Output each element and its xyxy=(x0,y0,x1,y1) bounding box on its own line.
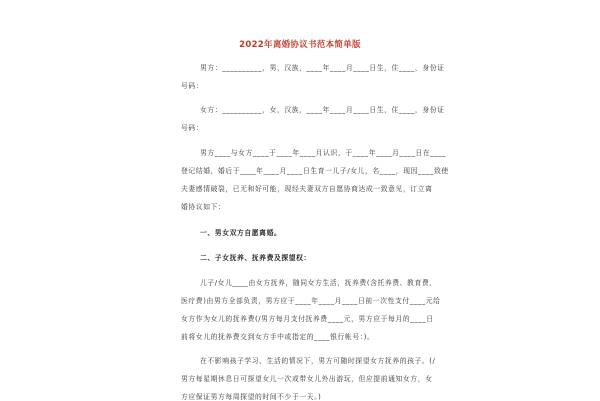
paragraph-line: 号码： xyxy=(181,82,204,90)
paragraph-line: 在不影响孩子学习、生活的情况下，男方可随时探望女方抚养的孩子。(/ xyxy=(200,357,436,365)
paragraph-line: 儿子/女儿____由女方抚养，随同女方生活，抚养费(含托养费、教育费、 xyxy=(200,279,437,287)
paragraph-line: 婚协议如下： xyxy=(181,203,226,211)
paragraph-line: 前将女儿的抚养费交到女方手中或指定的____银行帐号：)。 xyxy=(181,333,375,341)
paragraph-line: 男方：__________，男，汉族，____年____月____日生，住____，身份证 xyxy=(200,64,445,72)
paragraph-line: 女方：__________，女，汉族，____年____月____日生，住____，身份证 xyxy=(200,106,445,114)
paragraph-line: 夫妻感情破裂，已无和好可能，现经夫妻双方自愿协商达成一致意见，订立离 xyxy=(181,185,433,193)
section-heading: 一、男女双方自愿离婚。 xyxy=(200,229,282,237)
paragraph-line: 医疗费)由男方全部负责，男方应于____年____月____日前一次性支付____元给 xyxy=(181,297,441,305)
paragraph-line: 男方每星期休息日可探望女儿一次或带女儿外出游玩，但应提前通知女方，女 xyxy=(181,375,433,383)
section-heading: 二、子女抚养、抚养费及探望权： xyxy=(200,254,311,262)
paragraph-line: 号码： xyxy=(181,124,204,132)
document-title: 2022年离婚协议书范本简单版 xyxy=(239,40,361,50)
paragraph-line: 登记结婚，婚后于____年____月____日生育一儿子/女儿，名____，现因____致使 xyxy=(181,167,449,175)
paragraph-line: 女方作为女儿的抚养费(/男方每月支付抚养费____元，男方应于每月的____日 xyxy=(181,315,434,323)
paragraph-line: 方应保证男方每周探望的时间不少于一天。) xyxy=(181,393,322,401)
paragraph-line: 男方____与女方____于____年____月认识，于____年____月____日在____ xyxy=(200,149,447,157)
